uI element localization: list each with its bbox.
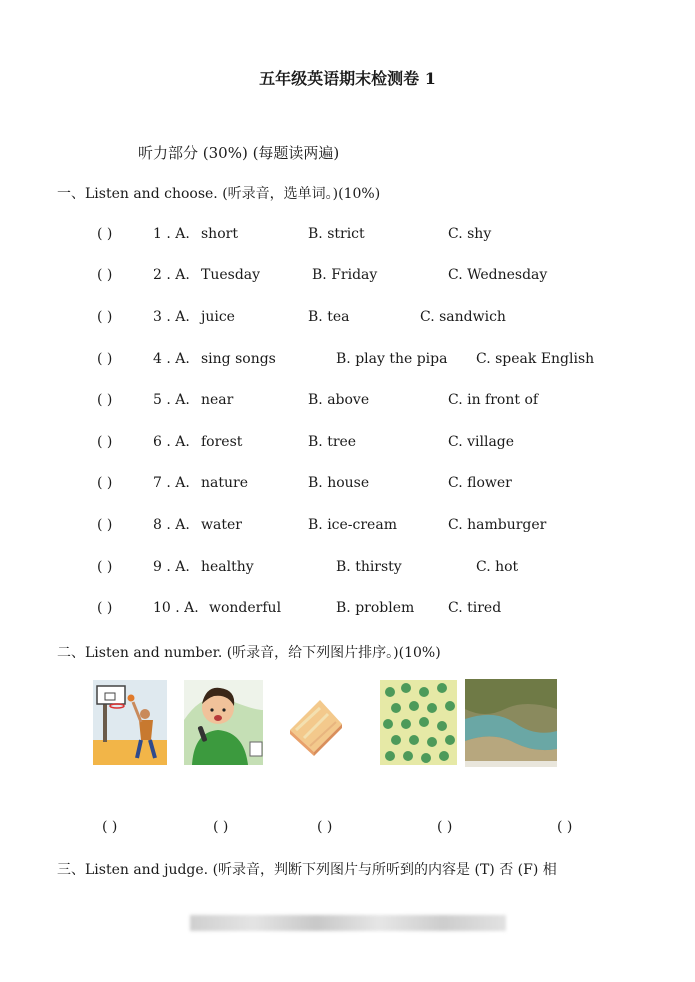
option-b: B. tea <box>308 309 350 325</box>
option-a: water <box>201 517 242 533</box>
answer-blank[interactable]: ( ) <box>97 434 113 450</box>
answer-blank[interactable]: ( ) <box>97 475 113 491</box>
answer-blank[interactable]: ( ) <box>97 351 113 367</box>
answer-blank[interactable]: ( ) <box>97 226 113 242</box>
option-a: sing songs <box>201 351 276 367</box>
picture-blank-2[interactable]: ( ) <box>213 819 229 835</box>
listening-part-label: 听力部分 (30%) (每题读两遍) <box>138 144 340 162</box>
option-c: C. in front of <box>448 392 539 408</box>
question-number: 7 . A. <box>153 475 190 491</box>
sandwich-picture <box>284 690 349 760</box>
answer-blank[interactable]: ( ) <box>97 600 113 616</box>
option-c: C. sandwich <box>420 309 506 325</box>
option-b: B. problem <box>336 600 415 616</box>
option-b: B. thirsty <box>336 559 402 575</box>
section2-heading: 二、Listen and number. (听录音，给下列图片排序。)(10%) <box>57 645 441 661</box>
forest-picture <box>380 680 457 765</box>
question-number: 8 . A. <box>153 517 190 533</box>
option-c: C. tired <box>448 600 502 616</box>
option-a: near <box>201 392 234 408</box>
question-number: 3 . A. <box>153 309 190 325</box>
option-b: B. strict <box>308 226 365 242</box>
answer-blank[interactable]: ( ) <box>97 559 113 575</box>
option-a: nature <box>201 475 248 491</box>
option-c: C. speak English <box>476 351 595 367</box>
option-c: C. Wednesday <box>448 267 548 283</box>
option-b: B. house <box>308 475 370 491</box>
answer-blank[interactable]: ( ) <box>97 267 113 283</box>
answer-blank[interactable]: ( ) <box>97 392 113 408</box>
option-a: healthy <box>201 559 254 575</box>
option-b: B. above <box>308 392 370 408</box>
picture-blank-3[interactable]: ( ) <box>317 819 333 835</box>
option-c: C. hamburger <box>448 517 547 533</box>
question-number: 4 . A. <box>153 351 190 367</box>
boy-singing-picture <box>184 680 263 765</box>
answer-blank[interactable]: ( ) <box>97 517 113 533</box>
option-b: B. Friday <box>312 267 378 283</box>
question-number: 1 . A. <box>153 226 190 242</box>
option-b: B. tree <box>308 434 357 450</box>
basketball-player-picture <box>93 680 167 765</box>
option-a: forest <box>201 434 243 450</box>
option-a: short <box>201 226 238 242</box>
option-c: C. flower <box>448 475 512 491</box>
question-number: 2 . A. <box>153 267 190 283</box>
question-number: 6 . A. <box>153 434 190 450</box>
option-c: C. shy <box>448 226 492 242</box>
option-a: juice <box>201 309 235 325</box>
picture-blank-4[interactable]: ( ) <box>437 819 453 835</box>
blurred-footer <box>190 915 506 931</box>
option-b: B. play the pipa <box>336 351 448 367</box>
section3-heading: 三、Listen and judge. (听录音，判断下列图片与所听到的内容是 (T) 否 (F) 相 <box>57 862 557 878</box>
question-number: 5 . A. <box>153 392 190 408</box>
section1-heading: 一、Listen and choose. (听录音，选单词。)(10%) <box>57 186 381 202</box>
picture-blank-1[interactable]: ( ) <box>102 819 118 835</box>
option-c: C. village <box>448 434 515 450</box>
option-b: B. ice-cream <box>308 517 397 533</box>
question-number: 10 . A. <box>153 600 199 616</box>
page-title: 五年级英语期末检测卷 1 <box>259 69 436 88</box>
option-a: wonderful <box>209 600 282 616</box>
answer-blank[interactable]: ( ) <box>97 309 113 325</box>
option-c: C. hot <box>476 559 519 575</box>
question-number: 9 . A. <box>153 559 190 575</box>
river-landscape-picture <box>465 679 557 767</box>
picture-blank-5[interactable]: ( ) <box>557 819 573 835</box>
option-a: Tuesday <box>201 267 261 283</box>
